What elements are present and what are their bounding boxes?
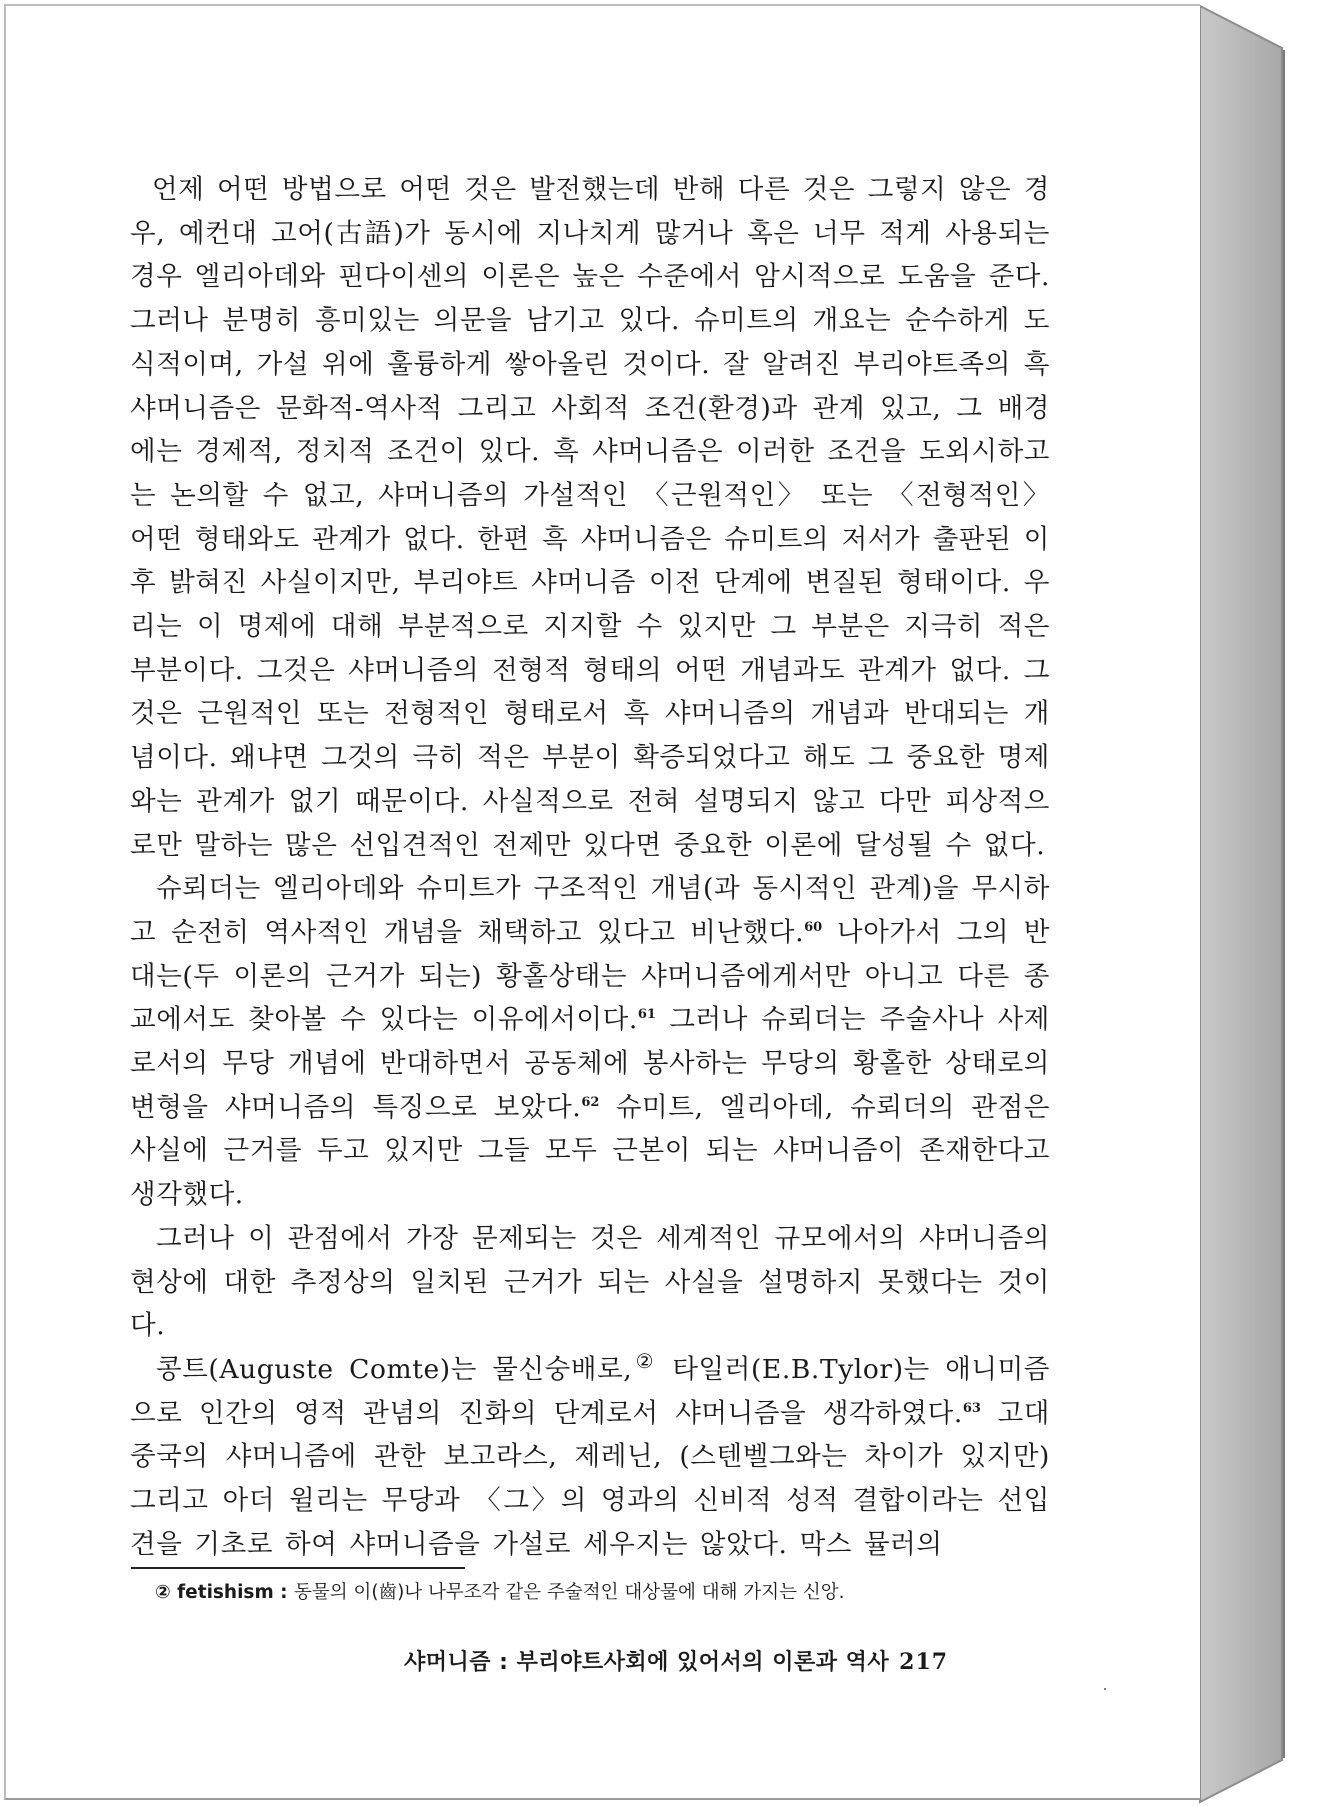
paragraph-4-text-c: 고대 중국의 샤머니즘에 관한 보고라스, 제레닌, (스텐벨그와는 차이가 있지만) 그리고 아더 윌리는 무당과 〈그〉의 영과의 신비적 성적 결합이라는 선입견을 기초로 하여 샤머니즘을 가설로 세우지는 않았다. 막스 뮬러의 xyxy=(130,1397,1050,1560)
book-side-face xyxy=(1200,6,1282,1802)
footnote-marker: ② xyxy=(155,1582,171,1603)
footnote xyxy=(155,1578,1035,1608)
footnote-term: fetishism xyxy=(177,1582,274,1603)
footnote-ref-60: 60 xyxy=(804,920,823,936)
paragraph-4 xyxy=(130,1348,1050,1567)
paragraph-3 xyxy=(130,1217,1050,1348)
footnote-ref-63: 63 xyxy=(962,1400,981,1416)
paragraph-4-text-a: 콩트(Auguste Comte)는 물신숭배로, xyxy=(156,1353,633,1385)
footnote-ref-circled-2: ② xyxy=(632,1349,657,1374)
paragraph-2-text-a: 슈뢰더는 엘리아데와 슈미트가 구조적인 개념(과 동시적인 관계)을 무시하고 순전히 역사적인 개념을 채택하고 있다고 비난했다. xyxy=(130,873,1050,948)
main-text-block xyxy=(130,168,1050,1567)
paragraph-1 xyxy=(130,168,1050,867)
paragraph-1-text: 언제 어떤 방법으로 어떤 것은 발전했는데 반해 다른 것은 그렇지 않은 경우, 예컨대 고어(古語)가 동시에 지나치게 많거나 혹은 너무 적게 사용되는 경우 엘리아데와 핀다이센의 이론은 높은 수준에서 암시적으로 도움을 준다. 그러나 분명히 흥미있는 의문을 남기고 있다. 슈미트의 개요는 순수하게 도식적이며, 가설 위에 훌륭하게 쌓아올린 것이다. 잘 알려진 부리야트족의 흑 샤머니즘은 문화적-역사적 그리고 사회적 조건(환경)과 관계 있고, 그 배경에는 경제적, 정치적 조건이 있다. 흑 샤머니즘은 이러한 조건을 도외시하고는 논의할 수 없고, 샤머니즘의 가설적인 〈근원적인〉 또는 〈전형적인〉 어떤 형태와도 관계가 없다. 한편 흑 샤머니즘은 슈미트의 저서가 출판된 이후 밝혀진 사실이지만, 부리야트 샤머니즘 이전 단계에 변질된 형태이다. 우리는 이 명제에 대해 부분적으로 지지할 수 있지만 그 부분은 지극히 적은 부분이다. 그것은 샤머니즘의 전형적 형태의 어떤 개념과도 관계가 없다. 그것은 근원적인 또는 전형적인 형태로서 흑 샤머니즘의 개념과 반대되는 개념이다. 왜냐면 그것의 극히 적은 부분이 확증되었다고 해도 그 중요한 명제와는 관계가 없기 때문이다. 사실적으로 전혀 설명되지 않고 다만 피상적으로만 말하는 많은 선입견적인 전제만 있다면 중요한 이론에 달성될 수 없다. xyxy=(130,174,1050,861)
paragraph-2 xyxy=(130,867,1050,1217)
running-footer-title: 샤머니즘 : 부리야트사회에 있어서의 이론과 역사 xyxy=(404,1650,890,1675)
paragraph-4-text-b: 타일러(E.B.Tylor)는 애니미즘으로 인간의 영적 관념의 진화의 단계로서 샤머니즘을 생각하였다. xyxy=(130,1353,1050,1429)
footnote-separator: : xyxy=(273,1582,294,1603)
paragraph-2-text-c: 그러나 슈뢰더는 주술사나 사제로서의 무당 개념에 반대하면서 공동체에 봉사하는 무당의 황홀한 상태로의 변형을 샤머니즘의 특징으로 보았다. xyxy=(130,1004,1050,1123)
paragraph-3-text: 그러나 이 관점에서 가장 문제되는 것은 세계적인 규모에서의 샤머니즘의 현상에 대한 추정상의 일치된 근거가 되는 사실을 설명하지 못했다는 것이다. xyxy=(130,1222,1050,1342)
running-footer xyxy=(404,1646,1044,1679)
paragraph-2-text-d: 슈미트, 엘리아데, 슈뢰더의 관점은 사실에 근거를 두고 있지만 그들 모두 근본이 되는 샤머니즘이 존재한다고 생각했다. xyxy=(130,1091,1050,1211)
footnote-ref-61: 61 xyxy=(637,1007,656,1023)
paragraph-2-text-b: 나아가서 그의 반대는(두 이론의 근거가 되는) 황홀상태는 샤머니즘에게서만 아니고 다른 종교에서도 찾아볼 수 있다는 이유에서이다. xyxy=(130,916,1050,1036)
footnote-divider xyxy=(131,1567,465,1569)
footnote-ref-62: 62 xyxy=(581,1094,600,1110)
page-number: 217 xyxy=(899,1649,949,1675)
footnote-text: 동물의 이(齒)나 나무조각 같은 주술적인 대상물에 대해 가지는 신앙. xyxy=(294,1582,845,1603)
scan-speck xyxy=(1104,1688,1106,1690)
